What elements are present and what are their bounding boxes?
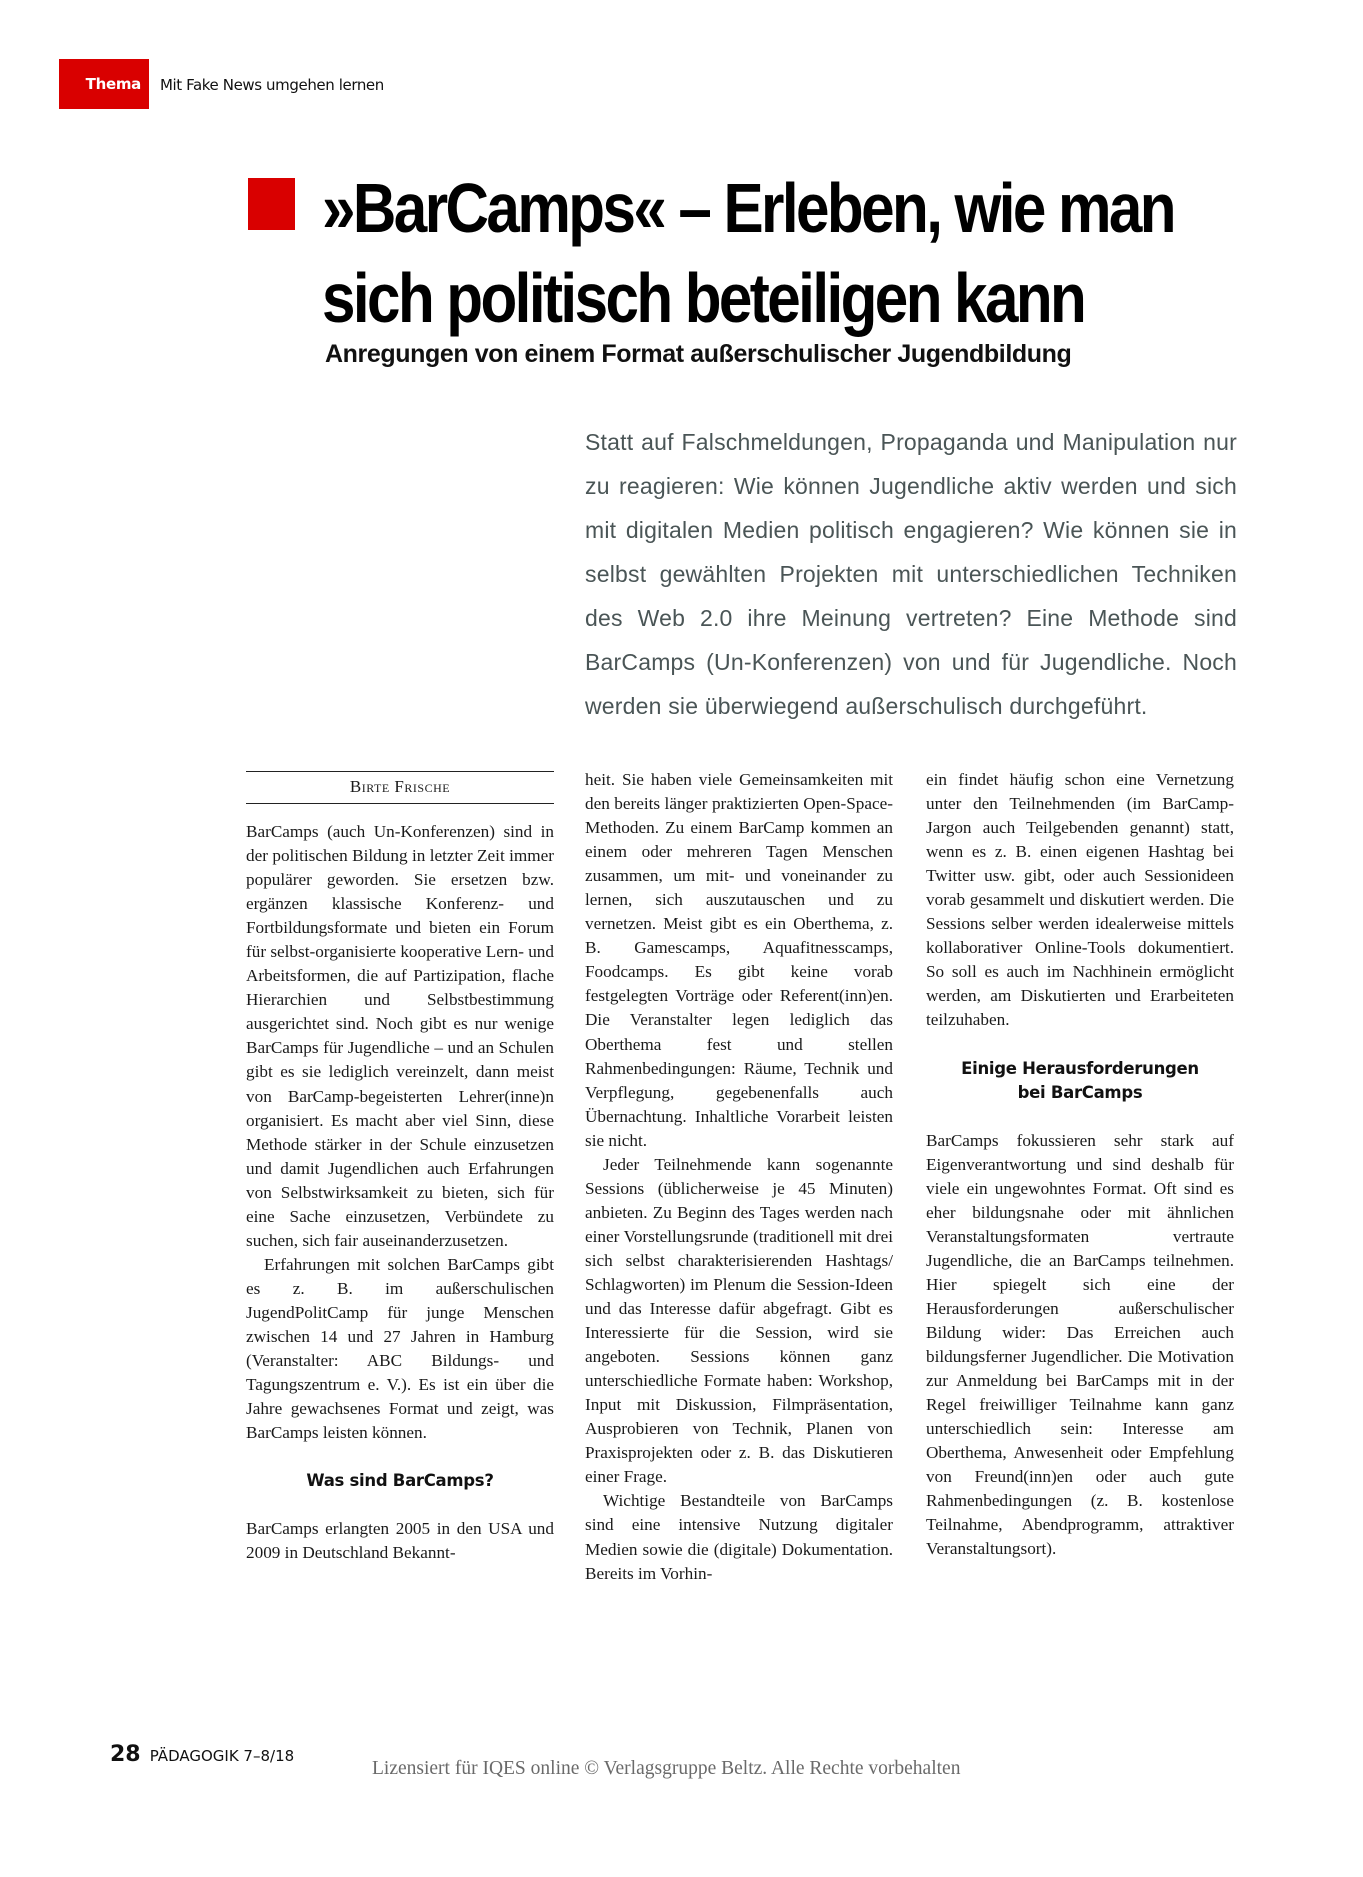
paragraph: Jeder Teilnehmende kann sogenannte Sessions (üblicherweise je 45 Minuten) anbieten. Zu Beginn des Tages werden nach einer Vorstellungsrunde (traditionell mit drei sich selbst charakterisierenden Hashtags/ Schlagworten) im Plenum die Session-Ideen und das Interesse dafür abgefragt. Gibt es Interessierte für die Session, wird sie angeboten. Sessions können ganz unterschiedliche Formate haben: Workshop, Input mit Diskussion, Filmpräsentation, Ausprobieren von Technik, Planen von Praxisprojekten oder z. B. das Diskutieren einer Frage.: [585, 1154, 893, 1487]
article-subtitle: Anregungen von einem Format außerschulischer Jugendbildung: [325, 340, 1072, 368]
text-column-1: [246, 768, 554, 1565]
section-heading-line-2: bei BarCamps: [1017, 1082, 1143, 1102]
paragraph: heit. Sie haben viele Gemeinsamkeiten mit den bereits länger praktizierten Open-Space-Methoden. Zu einem BarCamp kommen an einem oder mehreren Tagen Menschen zusammen, um mit- und voneinander zu lernen, sich auszutauschen und zu vernetzen. Meist gibt es ein Oberthema, z. B. Gamescamps, Aquafitnesscamps, Foodcamps. Es gibt keine vorab festgelegten Vorträge oder Referent(inn)en. Die Veranstalter legen lediglich das Oberthema fest und stellen Rahmenbedingungen: Räume, Technik und Verpflegung, gegebenenfalls auch Übernachtung. Inhaltliche Vorarbeit leisten sie nicht.: [585, 770, 893, 1150]
text-column-3: [926, 768, 1234, 1561]
author-byline: Birte Frische: [246, 771, 554, 804]
section-heading: Was sind BarCamps?: [306, 1471, 494, 1491]
title-line-2: sich politisch beteiligen kann: [322, 259, 1085, 337]
magazine-issue: PÄDAGOGIK 7–8/18: [149, 1747, 295, 1765]
paragraph: ein findet häufig schon eine Vernetzung unter den Teilnehmenden (im BarCamp-Jargon auch Teilgebenden genannt) statt, wenn es z. B. einen eigenen Hashtag bei Twitter usw. gibt, oder auch Sessionideen vorab gesammelt und diskutiert werden. Die Sessions selber werden idealerweise mittels kollaborativer Online-Tools dokumentiert. So soll es auch im Nachhinein ermöglicht werden, am Diskutierten und Erarbeiteten teilzuhaben.: [926, 770, 1234, 1030]
article-title: [322, 163, 1174, 343]
paragraph: BarCamps fokussieren sehr stark auf Eigenverantwortung und sind deshalb für viele ein ungewohntes Format. Oft sind es eher bildungsnahe oder mit ähnlichen Veranstaltungsformaten vertraute Jugendliche, die an BarCamps teilnehmen. Hier spiegelt sich eine der Herausforderungen außerschulischer Bildung wider: Das Erreichen auch bildungsferner Jugendlicher. Die Motivation zur Anmeldung bei BarCamps mit in der Regel freiwilliger Teilnahme kann ganz unterschiedlich sein: Interesse am Oberthema, Anwesenheit oder Empfehlung von Freund(inn)en oder auch gute Rahmenbedingungen (z. B. kostenlose Teilnahme, Abendprogramm, attraktiver Veranstaltungsort).: [926, 1130, 1234, 1559]
section-heading: [926, 1057, 1234, 1105]
paragraph: BarCamps erlangten 2005 in den USA und 2009 in Deutschland Bekannt-: [246, 1519, 554, 1563]
text-column-2: [585, 768, 893, 1586]
paragraph: BarCamps (auch Un-Konferenzen) sind in der politischen Bildung in letzter Zeit immer populärer geworden. Sie ersetzen bzw. ergänzen klassische Konferenz- und Fortbildungsformate und bieten ein Forum für selbst-organisierte kooperative Lern- und Arbeitsformen, die auf Partizipation, flache Hierarchien und Selbstbestimmung ausgerichtet sind. Noch gibt es nur wenige BarCamps für Jugendliche – und an Schulen gibt es sie lediglich vereinzelt, dann meist von BarCamp-begeisterten Lehrer(inne)n organisiert. Es macht aber viel Sinn, diese Methode stärker in der Schule einzusetzen und damit Jugendlichen auch Erfahrungen von Selbstwirksamkeit zu bieten, sich für eine Sache einzusetzen, Verbündete zu suchen, sich fair auseinanderzusetzen.: [246, 822, 554, 1250]
title-line-1: »BarCamps« – Erleben, wie man: [322, 169, 1174, 247]
paragraph: Wichtige Bestandteile von BarCamps sind eine intensive Nutzung digitaler Medien sowie die (digitale) Dokumentation. Bereits im Vorhin-: [585, 1491, 893, 1583]
section-badge: [59, 59, 149, 109]
page-footer: [110, 1742, 294, 1767]
section-badge-label: Thema: [85, 75, 141, 93]
page-number: 28: [110, 1742, 141, 1767]
section-heading-line-1: Einige Herausforderungen: [961, 1058, 1199, 1078]
paragraph: Erfahrungen mit solchen BarCamps gibt es z. B. im außerschulischen JugendPolitCamp für junge Menschen zwischen 14 und 27 Jahren in Hamburg (Veranstalter: ABC Bildungs- und Tagungszentrum e. V.). Es ist ein über die Jahre gewachsenes Format und zeigt, was BarCamps leisten können.: [246, 1254, 554, 1443]
title-marker-square-icon: [248, 178, 295, 230]
running-head: Mit Fake News umgehen lernen: [160, 76, 384, 94]
lead-paragraph: Statt auf Falschmeldungen, Propaganda und Manipulation nur zu reagieren: Wie können Jugendliche aktiv werden und sich mit digitalen Medien politisch engagieren? Wie können sie in selbst gewählten Projekten mit unterschiedlichen Techniken des Web 2.0 ihre Meinung vertreten? Eine Methode sind BarCamps (Un-Konferenzen) von und für Jugendliche. Noch werden sie überwiegend außerschulisch durchgeführt.: [585, 429, 1237, 719]
license-notice: Lizensiert für IQES online © Verlagsgruppe Beltz. Alle Rechte vorbehalten: [372, 1758, 961, 1779]
